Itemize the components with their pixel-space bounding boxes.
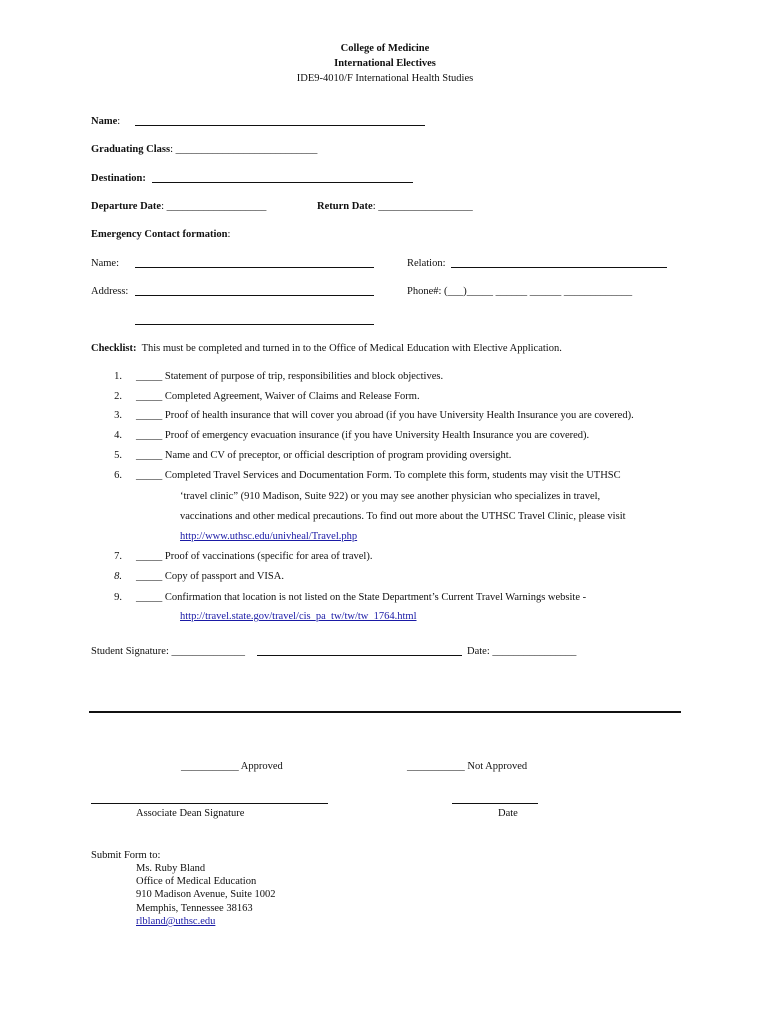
college-title: College of Medicine — [340, 43, 430, 54]
item-8-checkbox[interactable]: _____ — [136, 571, 163, 582]
approved-checkbox[interactable]: ___________ — [181, 761, 239, 772]
dean-date-label: Date — [498, 808, 518, 819]
submit-city: Memphis, Tennessee 38163 — [136, 903, 253, 914]
student-signature-blank[interactable]: ______________ — [171, 646, 245, 657]
item-8-number: 8. — [114, 571, 122, 582]
item-7-number: 7. — [114, 551, 122, 562]
graduating-class-field[interactable]: ___________________________ — [175, 144, 318, 155]
destination-field[interactable] — [152, 182, 413, 183]
item-1-number: 1. — [114, 371, 122, 382]
item-4-checkbox[interactable]: _____ — [136, 430, 163, 441]
submit-name: Ms. Ruby Bland — [136, 863, 206, 874]
address-field-line-1[interactable] — [135, 295, 374, 296]
signature-date-label: Date: — [467, 646, 490, 657]
item-4-number: 4. — [114, 430, 122, 441]
dean-signature-label: Associate Dean Signature — [136, 808, 245, 819]
student-signature-field[interactable] — [257, 655, 462, 656]
item-2-checkbox[interactable]: _____ — [136, 391, 163, 402]
submit-email-link[interactable]: rlbland@uthsc.edu — [136, 916, 216, 927]
graduating-class-label: Graduating Class: ___________________________ — [91, 144, 318, 155]
item-6-checkbox[interactable]: _____ — [136, 470, 163, 481]
not-approved-option: ___________ Not Approved — [407, 761, 528, 772]
item-6-line-2: ‘travel clinic” (910 Madison, Suite 922) or you may see another physician who specializes in travel, — [180, 491, 601, 502]
student-signature-row — [91, 645, 245, 658]
checklist-item-6: _____ Completed Travel Services and Documentation Form. To complete this form, students may visit the UTHSC — [136, 470, 621, 481]
travel-clinic-link[interactable]: http://www.uthsc.edu/univheal/Travel.php — [180, 531, 358, 542]
signature-date-row — [467, 645, 576, 658]
item-9-number: 9. — [114, 592, 122, 603]
checklist-item-4: _____ Proof of emergency evacuation insurance (if you have University Health Insurance you are covered). — [136, 430, 590, 441]
item-9-checkbox[interactable]: _____ — [136, 592, 163, 603]
relation-label: Relation: — [407, 258, 446, 269]
departure-date-field[interactable]: ___________________ — [166, 201, 267, 212]
emergency-contact-heading: Emergency Contact formation: — [91, 229, 231, 240]
ec-name-label: Name: — [91, 258, 119, 269]
submit-label: Submit Form to: — [91, 850, 161, 861]
destination-label: Destination: — [91, 173, 146, 184]
address-field-line-2[interactable] — [135, 324, 374, 325]
checklist-intro: Checklist: This must be completed and turned in to the Office of Medical Education with Elective Application. — [91, 343, 562, 354]
section-divider — [89, 711, 681, 713]
item-3-checkbox[interactable]: _____ — [136, 410, 163, 421]
item-5-checkbox[interactable]: _____ — [136, 450, 163, 461]
submit-street: 910 Madison Avenue, Suite 1002 — [136, 889, 276, 900]
item-6-line-3: vaccinations and other medical precautions. To find out more about the UTHSC Travel Clinic, please visit — [180, 511, 626, 522]
not-approved-checkbox[interactable]: ___________ — [407, 761, 465, 772]
name-field[interactable] — [135, 125, 425, 126]
item-5-number: 5. — [114, 450, 122, 461]
relation-field[interactable] — [451, 267, 667, 268]
return-date-field[interactable]: __________________ — [378, 201, 473, 212]
ec-name-field[interactable] — [135, 267, 374, 268]
phone-field[interactable]: _____ ______ ______ _____________ — [466, 286, 633, 297]
approved-option: ___________ Approved — [181, 761, 283, 772]
return-date-label: Return Date: __________________ — [317, 201, 473, 212]
item-1-checkbox[interactable]: _____ — [136, 371, 163, 382]
checklist-item-5: _____ Name and CV of preceptor, or official description of program providing oversight. — [136, 450, 512, 461]
address-label: Address: — [91, 286, 129, 297]
electives-title: International Electives — [334, 58, 436, 69]
checklist-item-7: _____ Proof of vaccinations (specific for area of travel). — [136, 551, 373, 562]
dean-signature-field[interactable] — [91, 803, 328, 804]
travel-warnings-link[interactable]: http://travel.state.gov/travel/cis_pa_tw/tw/tw_1764.html — [180, 611, 417, 622]
phone-label: Phone#: (___)_____ ______ ______ _____________ — [407, 286, 633, 297]
course-code: IDE9-4010/F International Health Studies — [296, 73, 474, 84]
checklist-item-3: _____ Proof of health insurance that will cover you abroad (if you have University Health Insurance you are covered). — [136, 410, 634, 421]
checklist-item-2: _____ Completed Agreement, Waiver of Claims and Release Form. — [136, 391, 420, 402]
item-2-number: 2. — [114, 391, 122, 402]
checklist-item-8: _____ Copy of passport and VISA. — [136, 571, 284, 582]
student-signature-label: Student Signature: — [91, 646, 169, 657]
item-3-number: 3. — [114, 410, 122, 421]
dean-date-field[interactable] — [452, 803, 538, 804]
departure-date-label: Departure Date: ___________________ — [91, 201, 267, 212]
submit-office: Office of Medical Education — [136, 876, 257, 887]
name-label: Name: — [91, 116, 121, 127]
checklist-item-9: _____ Confirmation that location is not listed on the State Department’s Current Travel Warnings website - — [136, 592, 587, 603]
checklist-item-1: _____ Statement of purpose of trip, responsibilities and block objectives. — [136, 371, 444, 382]
item-7-checkbox[interactable]: _____ — [136, 551, 163, 562]
signature-date-field[interactable]: ________________ — [492, 646, 577, 657]
item-6-number: 6. — [114, 470, 122, 481]
